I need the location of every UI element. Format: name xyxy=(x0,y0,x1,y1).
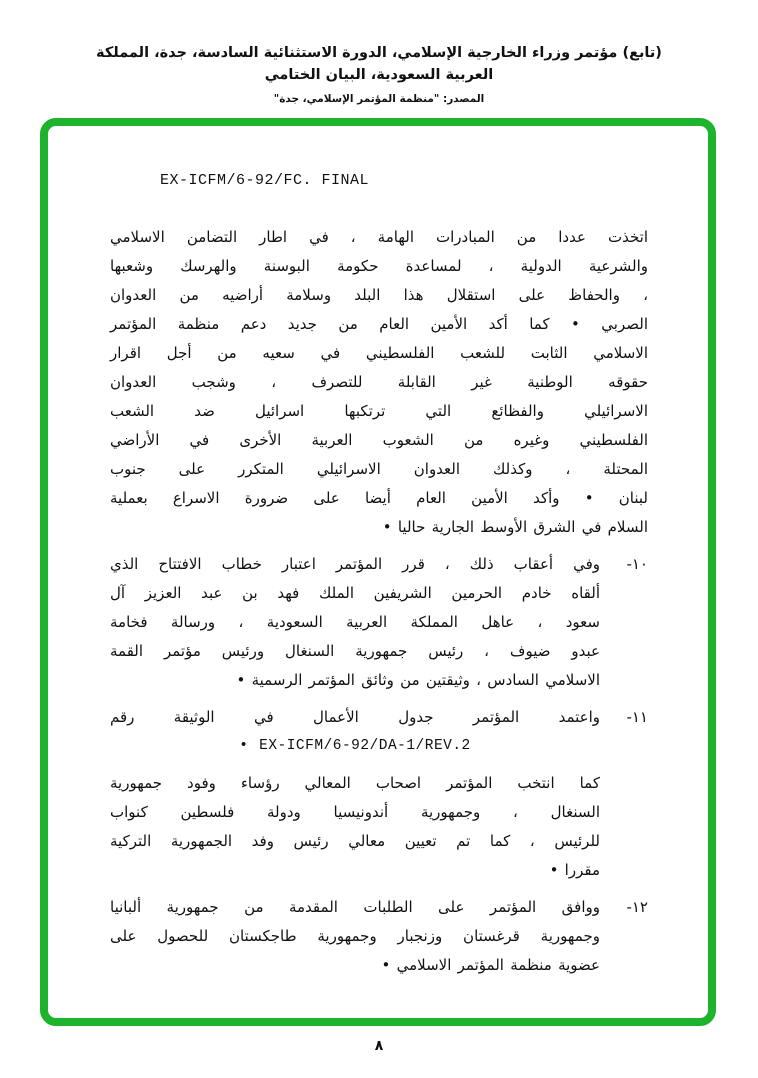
text-line: مقررا • xyxy=(549,861,600,879)
paragraph-lines xyxy=(110,893,600,980)
text-line: وجمهورية قرغستان وزنجبار وجمهورية طاجكستان للحصول على xyxy=(110,927,600,945)
text-line: عضوية منظمة المؤتمر الاسلامي • xyxy=(381,956,600,974)
page-header xyxy=(0,42,758,105)
text-line: الاسرائيلي والفظائع التي ترتكبها اسرائيل ضد الشعب xyxy=(110,402,648,420)
item-number: ١٢- xyxy=(626,898,648,916)
numbered-item xyxy=(110,893,648,980)
text-line: واعتمد المؤتمر جدول الأعمال في الوثيقة رقم xyxy=(110,708,600,726)
text-line: الاسلامي السادس ، وثيقتين من وثائق المؤتمر الرسمية • xyxy=(236,671,600,689)
text-line: EX-ICFM/6-92/DA-1/REV.2 • xyxy=(239,738,471,754)
text-line: الصربي • كما أكد الأمين العام من جديد دعم منظمة المؤتمر xyxy=(110,315,648,333)
text-line: المحتلة ، وكذلك العدوان الاسرائيلي المتكرر على جنوب xyxy=(110,460,648,478)
document-reference: EX-ICFM/6-92/FC. FINAL xyxy=(160,172,370,189)
text-line: اتخذت عددا من المبادرات الهامة ، في اطار التضامن الاسلامي xyxy=(110,228,648,246)
text-line: ووافق المؤتمر على الطلبات المقدمة من جمهورية ألبانيا xyxy=(110,898,600,916)
document-frame xyxy=(40,118,716,1026)
paragraph-lines xyxy=(110,550,600,695)
item-number xyxy=(600,769,648,885)
page-number: ٨ xyxy=(374,1038,384,1054)
text-line: سعود ، عاهل المملكة العربية السعودية ، ورسالة فخامة xyxy=(110,613,600,631)
text-line: حقوقه الوطنية غير القابلة للتصرف ، وشجب العدوان xyxy=(110,373,648,391)
numbered-item xyxy=(110,550,648,695)
text-line: لبنان • وأكد الأمين العام أيضا على ضرورة الاسراع بعملية xyxy=(110,489,648,507)
source-line: المصدر: "منظمة المؤتمر الإسلامي، جدة" xyxy=(273,93,485,105)
text-line: وفي أعقاب ذلك ، قرر المؤتمر اعتبار خطاب الافتتاح الذي xyxy=(110,555,600,573)
paragraph-lines xyxy=(110,223,648,542)
text-line: ، والحفاظ على استقلال هذا البلد وسلامة أراضيه من العدوان xyxy=(110,286,648,304)
paragraph-lines xyxy=(110,703,600,761)
text-line: السنغال ، وجمهورية أندونيسيا ودولة فلسطين كنواب xyxy=(110,803,600,821)
item-number: ١٠- xyxy=(626,555,648,573)
text-line: الفلسطيني وغيره من الشعوب العربية الأخرى في الأراضي xyxy=(110,431,648,449)
text-line: الاسلامي الثابت للشعب الفلسطيني في سعيه من أجل اقرار xyxy=(110,344,648,362)
text-line: والشرعية الدولية ، لمساعدة حكومة البوسنة والهرسك وشعبها xyxy=(110,257,648,275)
numbered-item xyxy=(110,703,648,761)
text-line: ألقاه خادم الحرمين الشريفين الملك فهد بن عبد العزيز آل xyxy=(110,584,600,602)
text-line: كما انتخب المؤتمر اصحاب المعالي رؤساء وفود جمهورية xyxy=(110,774,600,792)
text-line: عبدو ضيوف ، رئيس جمهورية السنغال ورئيس مؤتمر القمة xyxy=(110,642,600,660)
document-content xyxy=(48,126,708,1018)
text-line: السلام في الشرق الأوسط الجارية حاليا • xyxy=(382,518,648,536)
text-line: للرئيس ، كما تم تعيين معالي رئيس وفد الجمهورية التركية xyxy=(110,832,600,850)
document-body xyxy=(110,223,648,980)
paragraph xyxy=(110,769,648,885)
item-number: ١١- xyxy=(626,708,648,726)
paragraph xyxy=(110,223,648,542)
paragraph-lines xyxy=(110,769,600,885)
page-title: (تابع) مؤتمر وزراء الخارجية الإسلامي، الدورة الاستثنائية السادسة، جدة، المملكة العربية السعودية، البيان الختامي xyxy=(96,45,662,83)
